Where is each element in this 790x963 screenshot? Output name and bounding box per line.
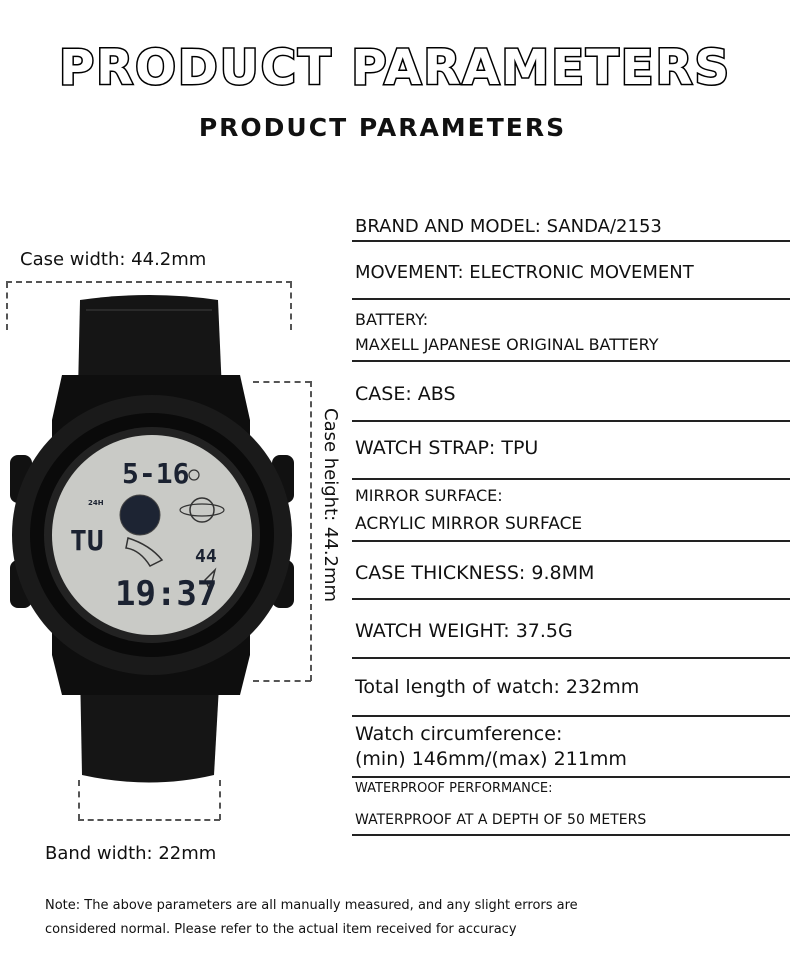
spec-divider xyxy=(352,657,790,659)
case-width-label: Case width: 44.2mm xyxy=(20,249,207,270)
watch-time: 19:37 xyxy=(115,574,218,614)
spec-battery-value: MAXELL JAPANESE ORIGINAL BATTERY xyxy=(355,335,659,354)
watch-date: 5-16 xyxy=(122,457,190,490)
case-height-label: Case height: 44.2mm xyxy=(320,408,341,603)
spec-waterproof-label: WATERPROOF PERFORMANCE: xyxy=(355,781,553,796)
spec-divider xyxy=(352,598,790,600)
case-width-line xyxy=(6,281,292,283)
spec-thickness: CASE THICKNESS: 9.8MM xyxy=(355,562,595,584)
spec-divider xyxy=(352,715,790,717)
spec-brand: BRAND AND MODEL: SANDA/2153 xyxy=(355,216,662,237)
spec-battery-label: BATTERY: xyxy=(355,310,429,329)
note-line-2: considered normal. Please refer to the actual item received for accuracy xyxy=(45,922,517,937)
band-width-label: Band width: 22mm xyxy=(45,843,217,864)
spec-divider xyxy=(352,776,790,778)
watch-mode: 24H xyxy=(88,499,104,507)
spec-divider xyxy=(352,420,790,422)
spec-divider xyxy=(352,240,790,242)
spec-case: CASE: ABS xyxy=(355,383,456,405)
note-line-1: Note: The above parameters are all manually measured, and any slight errors are xyxy=(45,898,578,913)
spec-circumference-label: Watch circumference: xyxy=(355,723,563,745)
spec-divider xyxy=(352,834,790,836)
watch-seconds: 44 xyxy=(195,546,217,567)
watch-day: TU xyxy=(70,524,104,557)
page-title-outline: PRODUCT PARAMETERS xyxy=(58,40,732,96)
spec-divider xyxy=(352,478,790,480)
spec-movement: MOVEMENT: ELECTRONIC MOVEMENT xyxy=(355,262,694,283)
spec-divider xyxy=(352,540,790,542)
spec-mirror-label: MIRROR SURFACE: xyxy=(355,486,503,505)
spec-total-length: Total length of watch: 232mm xyxy=(355,676,640,698)
watch-illustration xyxy=(0,290,320,790)
spec-waterproof-value: WATERPROOF AT A DEPTH OF 50 METERS xyxy=(355,812,647,828)
spec-circumference-value: (min) 146mm/(max) 211mm xyxy=(355,748,627,770)
spec-weight: WATCH WEIGHT: 37.5G xyxy=(355,620,573,642)
spec-strap: WATCH STRAP: TPU xyxy=(355,437,539,459)
page-subtitle: PRODUCT PARAMETERS xyxy=(198,113,567,142)
spec-divider xyxy=(352,360,790,362)
spec-mirror-value: ACRYLIC MIRROR SURFACE xyxy=(355,514,583,534)
band-width-line xyxy=(78,819,220,821)
spec-divider xyxy=(352,298,790,300)
